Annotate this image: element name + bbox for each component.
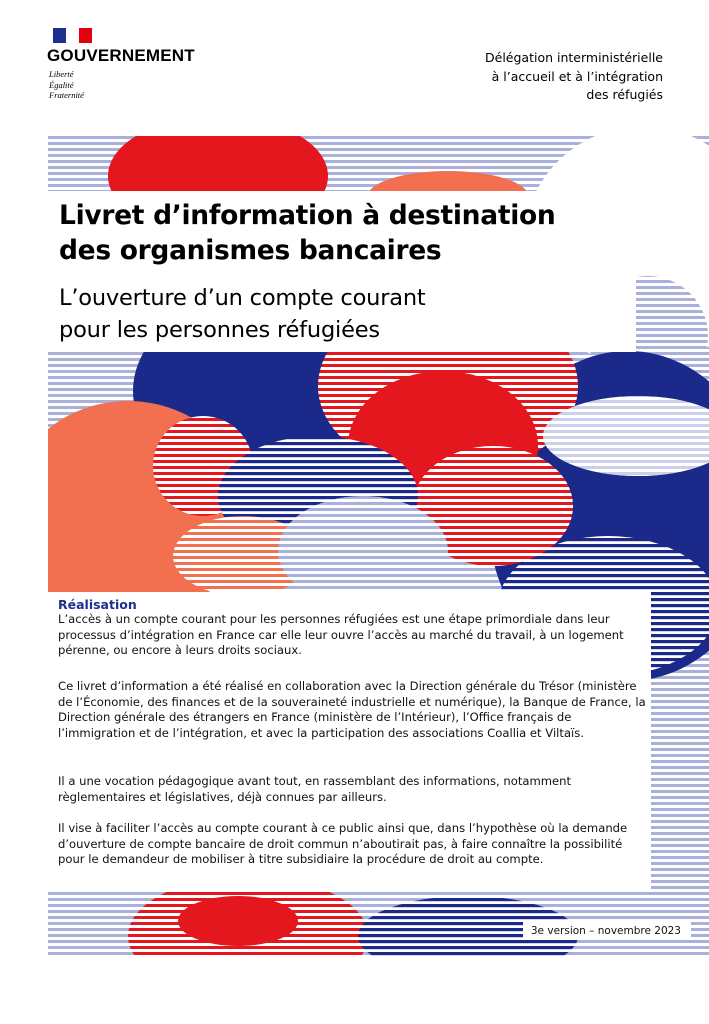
realisation-paragraph-3: Il a une vocation pédagogique avant tout, en rassemblant des informations, notamment règlementaires et législatives, déjà connues par ailleurs.	[58, 774, 572, 804]
realisation-paragraph-4: Il vise à faciliter l’accès au compte courant à ce public ainsi que, dans l’hypothèse où la demande d’ouverture de compte bancaire de droit commun n’aboutirait pas, à faire connaître la possibilité pour le demandeur de mobiliser à titre subsidiaire la procédure de droit au compte.	[58, 821, 628, 866]
title-line-2: des organismes bancaires	[59, 235, 442, 266]
realisation-paragraph-2: Ce livret d’information a été réalisé en collaboration avec la Direction générale du Trésor (ministère de l’Économie, des finances et de la souveraineté industrielle et numérique), la Banque de France, la Direction générale des étrangers en France (ministère de l’Intérieur), l’Office français de l’immigration et de l’intégration, et avec la participation des associations Coallia et Viltaïs.	[58, 679, 646, 740]
document-title	[59, 198, 555, 268]
motto-fraternite: Fraternité	[49, 90, 84, 100]
title-line-1: Livret d’information à destination	[59, 200, 556, 231]
delegation-line-1: Délégation interministérielle	[485, 50, 663, 65]
version-label: 3e version – novembre 2023	[523, 922, 691, 940]
delegation-line-3: des réfugiés	[586, 87, 663, 102]
republic-motto	[49, 69, 84, 101]
motto-egalite: Égalité	[49, 79, 74, 90]
delegation-line-2: à l’accueil et à l’intégration	[491, 68, 663, 84]
document-subtitle	[59, 282, 426, 346]
delegation-name	[485, 49, 663, 105]
republique-flag-icon	[53, 28, 92, 43]
subtitle-line-2: pour les personnes réfugiées	[59, 317, 380, 343]
motto-liberte: Liberté	[49, 69, 74, 79]
government-logo-text: GOUVERNEMENT	[47, 46, 195, 65]
subtitle-line-1: L’ouverture d’un compte courant	[59, 285, 426, 311]
realisation-heading: Réalisation	[58, 597, 137, 612]
realisation-paragraph-1: L’accès à un compte courant pour les personnes réfugiées est une étape primordiale dans leur processus d’intégration en France car elle leur ouvre l’accès au marché du travail, à un logement pérenne, ou encore à leurs droits sociaux.	[58, 612, 624, 657]
